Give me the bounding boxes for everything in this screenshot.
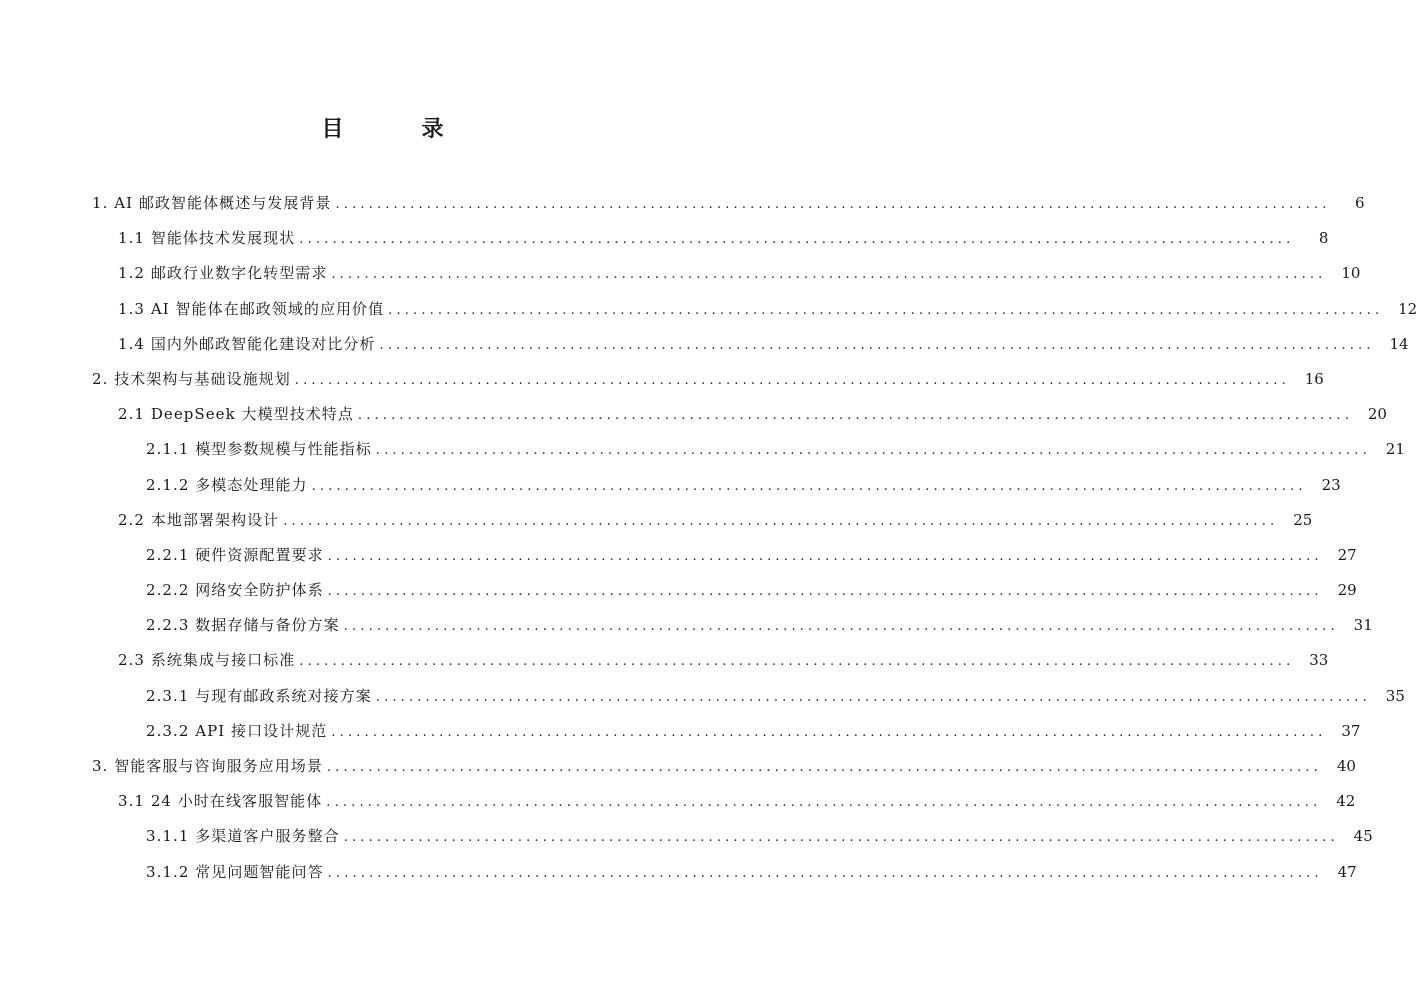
toc-entry[interactable]	[0, 503, 1313, 538]
toc-entry[interactable]	[0, 679, 1405, 714]
toc-dot-leader: ........................................................................................................................	[299, 654, 1295, 670]
toc-entry-page: 45	[1353, 827, 1373, 846]
toc-entry-page: 8	[1318, 229, 1329, 248]
toc-entry[interactable]	[0, 784, 1356, 819]
toc-entry-page: 20	[1367, 405, 1387, 424]
toc-dot-leader: ........................................................................................................................	[326, 760, 1322, 775]
toc-dot-leader: ........................................................................................................................	[283, 513, 1279, 529]
toc-dot-leader: ........................................................................................................................	[331, 724, 1327, 740]
toc-entry[interactable]	[0, 855, 1357, 890]
toc-list	[0, 186, 1417, 890]
toc-entry-label: 1. AI 邮政智能体概述与发展背景	[92, 194, 332, 212]
toc-entry[interactable]	[0, 327, 1409, 362]
toc-entry-page: 47	[1337, 862, 1357, 881]
toc-entry-label: 2.3 系统集成与接口标准	[118, 651, 296, 670]
toc-dot-leader: ........................................................................................................................	[357, 408, 1353, 424]
toc-entry[interactable]	[0, 749, 1356, 784]
toc-entry[interactable]	[0, 397, 1387, 432]
toc-entry-label: 1.2 邮政行业数字化转型需求	[118, 264, 328, 283]
toc-entry[interactable]	[0, 608, 1373, 643]
toc-entry-label: 1.1 智能体技术发展现状	[118, 229, 296, 248]
toc-entry-label: 2.2.1 硬件资源配置要求	[146, 545, 324, 564]
toc-entry-label: 2.2.2 网络安全防护体系	[146, 581, 324, 600]
toc-dot-leader: ........................................................................................................................	[388, 302, 1384, 318]
toc-dot-leader: ........................................................................................................................	[294, 372, 1290, 388]
toc-entry-label: 3.1.1 多渠道客户服务整合	[146, 827, 340, 846]
toc-entry[interactable]	[0, 256, 1361, 291]
toc-dot-leader: ........................................................................................................................	[343, 619, 1339, 635]
toc-entry-label: 2.3.1 与现有邮政系统对接方案	[146, 686, 372, 705]
toc-entry[interactable]	[0, 643, 1329, 678]
toc-dot-leader: ........................................................................................................................	[379, 337, 1375, 353]
toc-entry-page: 33	[1309, 651, 1329, 670]
toc-entry-page: 42	[1336, 792, 1356, 811]
toc-entry-label: 1.4 国内外邮政智能化建设对比分析	[118, 334, 376, 353]
toc-dot-leader: ........................................................................................................................	[327, 584, 1323, 600]
toc-title: 目 录	[321, 117, 479, 142]
toc-entry-label: 2.2 本地部署架构设计	[118, 510, 280, 529]
toc-entry[interactable]	[0, 186, 1365, 221]
toc-entry-label: 1.3 AI 智能体在邮政领域的应用价值	[118, 299, 385, 318]
toc-entry[interactable]	[0, 362, 1324, 397]
toc-entry-page: 37	[1341, 721, 1361, 740]
toc-entry-page: 6	[1355, 194, 1365, 212]
toc-entry-page: 40	[1336, 757, 1356, 775]
toc-entry[interactable]	[0, 221, 1329, 256]
toc-entry-page: 16	[1304, 369, 1324, 388]
toc-entry-page: 23	[1321, 475, 1341, 494]
toc-entry[interactable]	[0, 714, 1361, 749]
toc-entry-page: 31	[1353, 616, 1373, 635]
toc-dot-leader: ........................................................................................................................	[375, 443, 1371, 459]
toc-entry[interactable]	[0, 538, 1357, 573]
toc-entry-label: 2.2.3 数据存储与备份方案	[146, 616, 340, 635]
toc-dot-leader: ........................................................................................................................	[327, 548, 1323, 564]
toc-entry[interactable]	[0, 292, 1417, 327]
toc-entry[interactable]	[0, 468, 1341, 503]
toc-dot-leader: ........................................................................................................................	[343, 830, 1339, 846]
toc-entry-page: 27	[1337, 545, 1357, 564]
toc-entry-label: 2.1.1 模型参数规模与性能指标	[146, 440, 372, 459]
toc-dot-leader: ........................................................................................................................	[331, 267, 1327, 283]
toc-entry-page: 12	[1398, 299, 1417, 318]
toc-dot-leader: ........................................................................................................................	[299, 232, 1295, 248]
toc-dot-leader: ........................................................................................................................	[327, 865, 1323, 881]
toc-entry-page: 10	[1341, 264, 1361, 283]
toc-dot-leader: ........................................................................................................................	[335, 197, 1331, 212]
toc-entry-label: 2.1 DeepSeek 大模型技术特点	[118, 405, 354, 424]
toc-entry[interactable]	[0, 819, 1373, 854]
toc-entry-label: 3.1 24 小时在线客服智能体	[118, 792, 323, 811]
toc-entry-page: 14	[1389, 334, 1409, 353]
toc-entry-label: 3. 智能客服与咨询服务应用场景	[92, 757, 323, 775]
toc-dot-leader: ........................................................................................................................	[326, 795, 1322, 811]
toc-entry-label: 2.3.2 API 接口设计规范	[146, 721, 328, 740]
toc-entry-page: 29	[1337, 581, 1357, 600]
toc-entry-page: 25	[1293, 510, 1313, 529]
toc-entry-label: 2. 技术架构与基础设施规划	[92, 369, 291, 388]
toc-dot-leader: ........................................................................................................................	[311, 478, 1307, 494]
toc-entry[interactable]	[0, 573, 1357, 608]
toc-dot-leader: ........................................................................................................................	[375, 689, 1371, 705]
toc-entry-page: 35	[1385, 686, 1405, 705]
toc-entry-page: 21	[1385, 440, 1405, 459]
toc-entry-label: 3.1.2 常见问题智能问答	[146, 862, 324, 881]
toc-entry-label: 2.1.2 多模态处理能力	[146, 475, 308, 494]
toc-entry[interactable]	[0, 432, 1405, 467]
